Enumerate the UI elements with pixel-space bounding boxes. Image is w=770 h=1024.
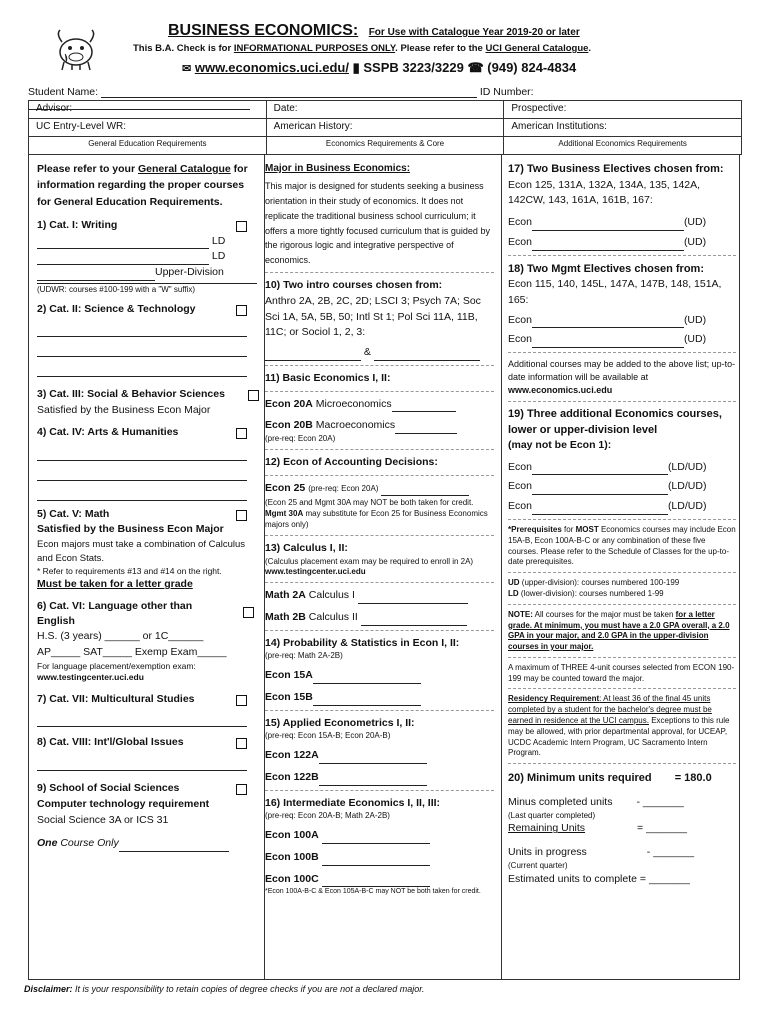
cat6-hs[interactable]: H.S. (3 years) ______ or 1C______	[37, 630, 204, 643]
cat4-line2[interactable]	[37, 467, 247, 481]
cat4-label: 4) Cat. IV: Arts & Humanities	[37, 425, 179, 438]
cat1-ld2-field[interactable]	[37, 253, 209, 265]
grade-note	[508, 610, 736, 653]
cat5-note2: * Refer to requirements #13 and #14 on the right.	[37, 565, 222, 576]
ld-def-a: LD	[508, 588, 519, 598]
cat3-label: 3) Cat. III: Social & Behavior Sciences	[37, 388, 225, 401]
ud-tag: (UD)	[683, 216, 707, 228]
current-quarter-note: (Current quarter)	[508, 860, 568, 870]
sep-8	[265, 630, 494, 631]
math2a-row	[265, 588, 494, 604]
econ20b-row	[265, 418, 494, 434]
econ100c-row	[265, 872, 494, 888]
math2a-field[interactable]	[358, 592, 468, 604]
notice-mid: . Please refer to the	[395, 43, 483, 54]
econ122b-code: Econ 122B	[265, 770, 319, 783]
econ15b-row	[265, 690, 494, 706]
req18-title: 18) Two Mgmt Electives chosen from:	[508, 262, 705, 275]
prereq-a: *Prerequisites	[508, 524, 562, 534]
course-only-label: Course Only	[60, 837, 119, 850]
ge-section-header: General Education Requirements	[29, 137, 267, 154]
req20-title: 20) Minimum units required	[508, 772, 652, 785]
econ20b-name: Macroeconomics	[315, 419, 396, 432]
prereq-b: for	[564, 524, 574, 534]
cat9-one-course	[37, 836, 257, 852]
additional-site[interactable]: www.economics.uci.edu	[508, 385, 613, 396]
web-icon: ✉	[182, 63, 192, 75]
cat9-field[interactable]	[119, 840, 229, 852]
req14-prereq: (pre-req: Math 2A-2B)	[265, 651, 343, 661]
inprog-dash: -	[646, 846, 651, 859]
req15-prereq: (pre-req: Econ 15A-B; Econ 20A-B)	[265, 731, 391, 741]
cat1-label: 1) Cat. I: Writing	[37, 218, 118, 231]
req19-field3-row	[508, 499, 736, 515]
sep-1	[265, 272, 494, 273]
math2b-field[interactable]	[361, 614, 467, 626]
econ100a-row	[265, 828, 494, 844]
econ15a-code: Econ 15A	[265, 669, 313, 682]
econ122b-field[interactable]	[319, 774, 427, 786]
prereq-d: Economics courses may include Econ 15A-B, Econ 100A-B-C or any combination of these five courses. Please refer to the Schedule of Classes for the up-to-date prerequisites.	[508, 524, 736, 567]
inprog-label: Units in progress	[508, 846, 587, 859]
res-c: Exceptions to this rule may be allowed, with prior departmental approval, for UCEAP, UCDC Academic Intern Program, UC Sacramento Intern Program.	[508, 716, 730, 758]
econ-label: Econ	[508, 313, 532, 326]
econ122a-field[interactable]	[319, 752, 427, 764]
estimated-field[interactable]: _______	[648, 872, 690, 885]
ud-label: Upper-Division	[155, 266, 224, 279]
cat4-checkbox[interactable]	[236, 428, 247, 439]
disclaimer-text: It is your responsibility to retain copies of degree checks if you are not a declared major.	[75, 984, 425, 994]
req17-field2-row	[508, 235, 736, 251]
econ122b-row	[265, 770, 494, 786]
student-name-label: Student Name:	[28, 86, 99, 98]
prospective-field[interactable]: Prospective:	[511, 103, 567, 114]
req19-field1-row	[508, 460, 736, 476]
sep-3	[265, 391, 494, 392]
math2b-row	[265, 610, 494, 626]
sep-10	[265, 790, 494, 791]
cat5-row	[37, 507, 257, 523]
ud-def-b: (upper-division): courses numbered 100-199	[521, 578, 680, 588]
sep-c3	[508, 401, 736, 402]
req16-note: *Econ 100A-B-C & Econ 105A-B-C may NOT be both taken for credit.	[265, 888, 481, 896]
ud-def-a: UD	[508, 578, 520, 588]
cat9-courses: Social Science 3A or ICS 31	[37, 813, 169, 826]
econ20a-code: Econ 20A	[265, 397, 313, 410]
sep-c4	[508, 519, 736, 520]
cat5-label: 5) Cat. V: Math	[37, 507, 110, 520]
cat3-note: Satisfied by the Business Econ Major	[37, 404, 211, 417]
cat6-label: 6) Cat. VI: Language other than English	[37, 599, 193, 627]
econ122a-code: Econ 122A	[265, 749, 319, 762]
ge-intro-b: for information regarding the proper courses for General Education Requirements.	[37, 163, 248, 208]
req10-field2[interactable]	[374, 349, 480, 361]
sep-c2	[508, 352, 736, 353]
econ100a-code: Econ 100A	[265, 829, 319, 842]
grid-row-1	[29, 101, 741, 119]
econ-label: Econ	[508, 216, 532, 228]
am-institutions-field[interactable]: American Institutions:	[511, 121, 607, 132]
req10-title: 10) Two intro courses chosen from:	[265, 279, 443, 292]
cat4-row	[37, 425, 257, 441]
estimated-row	[508, 872, 736, 888]
ge-catalogue-link[interactable]: General Catalogue	[137, 163, 231, 175]
econ100a-field[interactable]	[322, 832, 430, 844]
ldud-tag: (LD/UD)	[667, 460, 707, 473]
req11-title: 11) Basic Economics I, II:	[265, 371, 391, 384]
advisor-field[interactable]: Advisor:	[29, 101, 267, 118]
note-a: NOTE:	[508, 609, 533, 619]
req19-field3[interactable]	[532, 503, 668, 515]
cat7-label: 7) Cat. VII: Multicultural Studies	[37, 692, 195, 705]
ldud-tag: (LD/UD)	[667, 480, 707, 493]
sep-4	[265, 449, 494, 450]
cat8-checkbox[interactable]	[236, 738, 247, 749]
req10-list: Anthro 2A, 2B, 2C, 2D; LSCI 3; Psych 7A; Soc Sci 1A, 5A, 5B, 50; Intl St 1; Pol Sci 11A, 11B, 11C; or Sociol 1, 2, 3:	[265, 294, 481, 339]
sep-c9	[508, 763, 736, 764]
core-column	[265, 155, 502, 980]
anteater-mascot-logo	[52, 24, 100, 72]
cat2-checkbox[interactable]	[236, 305, 247, 316]
inprog-field[interactable]: _______	[653, 846, 695, 859]
econ15b-code: Econ 15B	[265, 690, 313, 703]
catalogue-link[interactable]: UCI General Catalogue	[485, 43, 589, 54]
econ100b-row	[265, 850, 494, 866]
max-units-note: A maximum of THREE 4-unit courses selected from ECON 190-199 may be counted toward the major.	[508, 662, 735, 683]
cat1-ld1-field[interactable]	[37, 237, 209, 249]
req20-value: = 180.0	[674, 772, 712, 785]
math2b-name: Calculus II	[308, 610, 358, 623]
req15-title: 15) Applied Econometrics I, II:	[265, 716, 415, 729]
section-header-row	[29, 137, 741, 155]
cat5-grade-note: Must be taken for a letter grade	[37, 578, 193, 591]
ge-intro	[37, 161, 257, 210]
res-b: : At least 36 of the final 45 units completed by a student for the bachelor's degree must be earned in residence at the UCI campus.	[508, 694, 712, 726]
disclaimer	[24, 984, 424, 994]
cat6-checkbox[interactable]	[243, 607, 254, 618]
cat1-row	[37, 218, 257, 234]
cat2-label: 2) Cat. II: Science & Technology	[37, 302, 196, 315]
math2a-code: Math 2A	[265, 589, 306, 602]
minus-field[interactable]: _______	[642, 795, 684, 808]
econ25-row	[265, 481, 494, 497]
req13-title: 13) Calculus I, II:	[265, 541, 348, 554]
cat1-ld1	[37, 234, 257, 250]
prereq-c: MOST	[575, 524, 599, 534]
id-number-label: ID Number:	[479, 86, 534, 98]
ldud-tag: (LD/UD)	[667, 500, 707, 513]
ge-column	[28, 155, 265, 980]
ld-definition	[508, 589, 736, 600]
econ100c-code: Econ 100C	[265, 872, 319, 885]
cat7-checkbox[interactable]	[236, 695, 247, 706]
econ-label: Econ	[508, 500, 532, 513]
ld2-label: LD	[211, 250, 226, 263]
cat1-ud	[37, 265, 257, 281]
cat1-ud-field[interactable]	[37, 269, 155, 281]
econ20b-prereq: (pre-req: Econ 20A)	[265, 434, 336, 444]
req18-field2[interactable]	[532, 336, 684, 348]
title-text: BUSINESS ECONOMICS:	[168, 22, 359, 39]
ge-intro-a: Please refer to your	[37, 163, 136, 175]
cat7-row	[37, 692, 257, 708]
ud-tag: (UD)	[683, 313, 707, 326]
cat2-line1[interactable]	[37, 323, 247, 337]
core-section-header: Economics Requirements & Core	[267, 137, 505, 154]
req18-field1[interactable]	[532, 316, 684, 328]
req17-field1-row	[508, 215, 736, 231]
econ25-note-c: may substitute for Econ 25 for Business Economics majors only)	[265, 509, 488, 529]
catalogue-year: For Use with Catalogue Year 2019-20 or later	[368, 27, 580, 38]
econ20a-row	[265, 397, 494, 413]
econ100c-field[interactable]	[322, 875, 430, 887]
res-a: Residency Requirement	[508, 694, 600, 704]
ud-definition	[508, 578, 736, 589]
cat9-checkbox[interactable]	[236, 784, 247, 795]
econ25-note-b: Mgmt 30A	[265, 509, 304, 519]
cat4-line1[interactable]	[37, 447, 247, 461]
additional-section-header: Additional Economics Requirements	[504, 137, 741, 154]
econ15a-row	[265, 668, 494, 684]
econ100b-code: Econ 100B	[265, 850, 319, 863]
entry-wr-field[interactable]: UC Entry-Level WR:	[29, 119, 267, 136]
econ-label: Econ	[508, 333, 532, 346]
additional-column	[502, 155, 740, 980]
cat5-checkbox[interactable]	[236, 510, 247, 521]
req19-field2-row	[508, 479, 736, 495]
sep-c7	[508, 657, 736, 658]
req10-field1[interactable]	[265, 349, 361, 361]
ld-def-b: (lower-division): courses numbered 1-99	[520, 588, 664, 598]
econ-label: Econ	[508, 235, 532, 248]
cat5-satisfied: Satisfied by the Business Econ Major	[37, 523, 224, 536]
req19-title: 19) Three additional Economics courses, lower or upper-division level	[508, 408, 722, 436]
ud-tag: (UD)	[683, 333, 707, 346]
cat2-line2[interactable]	[37, 343, 247, 357]
math2b-code: Math 2B	[265, 610, 306, 623]
econ-label: Econ	[508, 460, 532, 473]
additional-note: Additional courses may be added to the above list; up-to-date information will be available at	[508, 359, 736, 383]
cat9-row	[37, 781, 257, 797]
phone-number: (949) 824-4834	[487, 60, 577, 75]
sep-c6	[508, 604, 736, 605]
date-field[interactable]: Date:	[267, 101, 505, 118]
grid-row-2	[29, 119, 741, 137]
econ20a-field[interactable]	[392, 400, 456, 412]
note-c: for a letter grade. At minimum, you must have a 2.0 GPA overall, a 2.0 GPA in your major, and 2.0 GPA in the upper-division courses in your major.	[508, 609, 730, 652]
req13-note: (Calculus placement exam may be required to enroll in 2A)	[265, 556, 474, 566]
req12-title: 12) Econ of Accounting Decisions:	[265, 455, 438, 468]
remaining-label: Remaining Units	[508, 822, 586, 835]
econ20b-code: Econ 20B	[265, 419, 313, 432]
econ100b-field[interactable]	[322, 854, 430, 866]
math2a-name: Calculus I	[308, 589, 355, 602]
req13-site[interactable]: www.testingcenter.uci.edu	[265, 567, 366, 577]
req18-list: Econ 115, 140, 145L, 147A, 147B, 148, 151A, 165:	[508, 278, 722, 306]
cat9-label: 9) School of Social Sciences	[37, 782, 180, 795]
econ25-prereq: (pre-req: Econ 20A)	[308, 483, 379, 493]
req18-field2-row	[508, 332, 736, 348]
econ15a-field[interactable]	[313, 672, 421, 684]
req17-list: Econ 125, 131A, 132A, 134A, 135, 142A, 142CW, 143, 161A, 161B, 167:	[508, 178, 701, 207]
cat9-computer: Computer technology requirement	[37, 797, 210, 810]
note-b: All courses for the major must be taken	[534, 609, 674, 619]
cat6-row	[37, 599, 207, 628]
page-title	[168, 22, 580, 40]
cat8-line1[interactable]	[37, 757, 247, 771]
req18-field1-row	[508, 313, 736, 329]
econ122a-row	[265, 748, 494, 764]
estimated-eq: =	[639, 872, 647, 885]
cat2-line3[interactable]	[37, 363, 247, 377]
cat8-label: 8) Cat. VIII: Int'l/Global Issues	[37, 736, 184, 749]
student-name-field[interactable]	[101, 86, 477, 98]
req19-field2[interactable]	[532, 483, 668, 495]
amp: &	[363, 346, 371, 359]
website-link[interactable]: www.economics.uci.edu/	[194, 60, 349, 75]
disclaimer-label: Disclaimer:	[24, 984, 73, 994]
req17-field1[interactable]	[532, 219, 684, 231]
req14-title: 14) Probability & Statistics in Econ I, II:	[265, 636, 460, 649]
econ25-note	[265, 498, 494, 530]
minus-label: Minus completed units	[508, 795, 613, 808]
notice-info: INFORMATIONAL PURPOSES ONLY	[233, 43, 396, 54]
cat5-note1: Econ majors must take a combination of Calculus and Econ Stats.	[37, 539, 246, 564]
sep-c1	[508, 255, 736, 256]
cat3-row	[37, 387, 257, 403]
req16-title: 16) Intermediate Economics I, II, III:	[265, 796, 441, 809]
building-icon: ▮	[352, 60, 360, 75]
minus-row	[508, 795, 736, 811]
contact-line	[182, 60, 576, 76]
cat6-site[interactable]: www.testingcenter.uci.edu	[37, 672, 144, 683]
remaining-eq: =	[637, 822, 644, 835]
req16-prereq: (pre-req: Econ 20A-B; Math 2A-2B)	[265, 811, 390, 821]
one-label: One	[37, 837, 58, 850]
sep-2	[265, 365, 494, 366]
sep-9	[265, 710, 494, 711]
cat6-note: For language placement/exemption exam:	[37, 660, 196, 671]
estimated-label: Estimated units to complete	[508, 872, 637, 885]
econ-label: Econ	[508, 480, 532, 493]
remaining-field[interactable]: _______	[646, 822, 687, 835]
econ25-code: Econ 25	[265, 481, 306, 494]
sep-c8	[508, 688, 736, 689]
req17-title: 17) Two Business Electives chosen from:	[508, 163, 724, 175]
econ20a-name: Microeconomics	[315, 397, 392, 410]
am-history-field[interactable]: American History:	[267, 119, 505, 136]
remaining-row	[508, 821, 736, 837]
req20-row	[508, 770, 736, 787]
informational-notice	[133, 43, 591, 54]
cat8-row	[37, 735, 257, 751]
udwr-note: (UDWR: courses #100-199 with a "W" suffix)	[37, 283, 257, 296]
cat4-line3[interactable]	[37, 487, 247, 501]
prereq-note	[508, 525, 736, 568]
minus-dash: -	[636, 795, 640, 808]
office-location: SSPB 3223/3229	[363, 60, 464, 75]
phone-icon: ☎	[467, 60, 484, 75]
sep-5	[265, 475, 494, 476]
econ25-field[interactable]	[381, 484, 469, 496]
sep-6	[265, 535, 494, 536]
econ25-note-a: (Econ 25 and Mgmt 30A may NOT be both taken for credit.	[265, 498, 474, 508]
econ20b-field[interactable]	[395, 422, 457, 434]
notice-pre: This B.A. Check is for	[133, 43, 232, 54]
notice-post: .	[588, 43, 592, 54]
major-title: Major in Business Economics:	[265, 163, 411, 174]
req19-field1[interactable]	[532, 463, 668, 475]
econ15b-field[interactable]	[313, 694, 421, 706]
residency-note	[508, 694, 736, 759]
last-quarter-note: (Last quarter completed)	[508, 810, 596, 820]
req10-fields	[265, 345, 494, 361]
info-grid	[28, 100, 742, 155]
major-description: This major is designed for students seeking a business orientation in their study of economics. It does not replicate the traditional business school curriculum; it offers a more tightly focused curriculum that is guided by the rigorous logic and integrative perspective of economics.	[265, 181, 490, 266]
cat6-ap[interactable]: AP_____ SAT_____ Exemp Exam_____	[37, 645, 227, 658]
req19-sub: (may not be Econ 1):	[508, 438, 612, 451]
cat7-line1[interactable]	[37, 713, 247, 727]
sep-7	[265, 582, 494, 583]
cat2-row	[37, 302, 257, 318]
cat1-checkbox[interactable]	[236, 221, 247, 232]
inprog-row	[508, 845, 736, 861]
cat3-checkbox[interactable]	[248, 390, 259, 401]
req17-field2[interactable]	[532, 239, 684, 251]
sep-c5	[508, 572, 736, 573]
ld1-label: LD	[211, 234, 226, 247]
ud-tag: (UD)	[683, 235, 707, 248]
cat1-ld2	[37, 249, 257, 265]
